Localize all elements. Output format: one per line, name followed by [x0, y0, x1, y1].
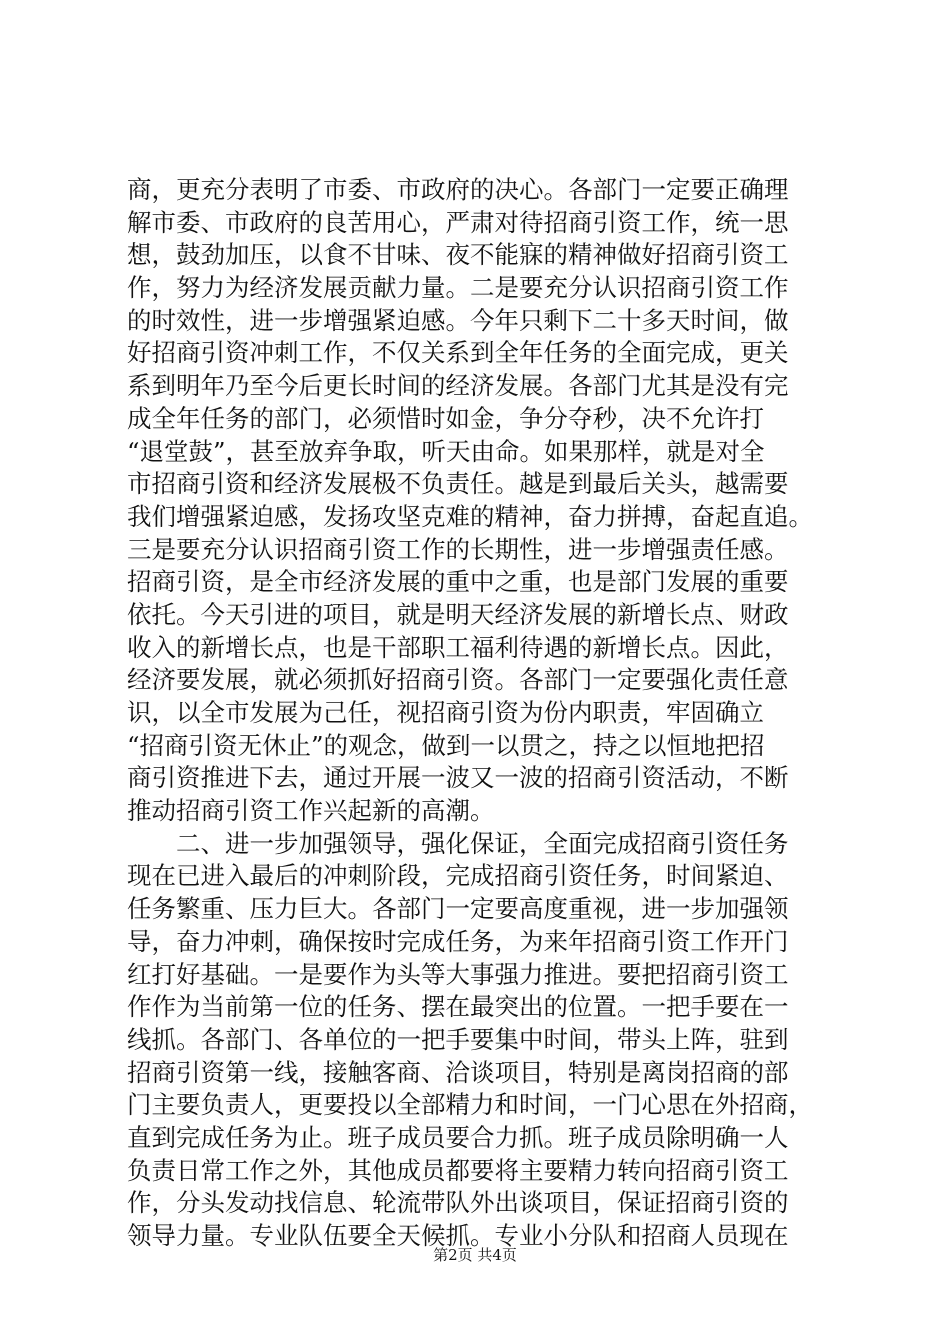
body-text [127, 174, 827, 1253]
text-line: 红打好基础。一是要作为头等大事强力推进。要把招商引资工 [127, 959, 789, 989]
text-line: 推动招商引资工作兴起新的高潮。 [127, 796, 495, 826]
page-footer: 第2页 共4页 [433, 1246, 517, 1264]
text-line: 负责日常工作之外，其他成员都要将主要精力转向招商引资工 [127, 1155, 789, 1185]
text-line: 现在已进入最后的冲刺阶段，完成招商引资任务，时间紧迫、 [127, 861, 789, 891]
text-line: 线抓。各部门、各单位的一把手要集中时间，带头上阵，驻到 [127, 1024, 789, 1054]
text-line: 识，以全市发展为己任，视招商引资为份内职责，牢固确立 [127, 698, 764, 727]
text-line: 商引资推进下去，通过开展一波又一波的招商引资活动，不断 [127, 763, 789, 793]
text-line: 成全年任务的部门，必须惜时如金，争分夺秒，决不允许打 [127, 403, 764, 433]
text-line: 作，努力为经济发展贡献力量。二是要充分认识招商引资工作 [127, 273, 789, 303]
text-line: 商，更充分表明了市委、市政府的决心。各部门一定要正确理 [127, 175, 789, 204]
text-line: 导，奋力冲刺，确保按时完成任务，为来年招商引资工作开门 [127, 926, 789, 956]
text-line: “退堂鼓”，甚至放弃争取，听天由命。如果那样，就是对全 [127, 436, 765, 466]
text-line: 领导力量。专业队伍要全天候抓。专业小分队和招商人员现在 [127, 1221, 789, 1250]
text-line: 的时效性，进一步增强紧迫感。今年只剩下二十多天时间，做 [127, 305, 789, 335]
text-line: 作，分头发动找信息、轮流带队外出谈项目，保证招商引资的 [127, 1188, 789, 1218]
text-line: 门主要负责人，更要投以全部精力和时间，一门心思在外招商， [127, 1090, 813, 1120]
text-line: 解市委、市政府的良苦用心，严肃对待招商引资工作，统一思 [127, 207, 789, 237]
text-line: 直到完成任务为止。班子成员要合力抓。班子成员除明确一人 [127, 1122, 789, 1152]
text-line: 依托。今天引进的项目，就是明天经济发展的新增长点、财政 [127, 599, 789, 629]
text-line: 系到明年乃至今后更长时间的经济发展。各部门尤其是没有完 [127, 371, 789, 401]
text-line: 想，鼓劲加压，以食不甘味、夜不能寐的精神做好招商引资工 [127, 240, 789, 270]
text-line: 经济要发展，就必须抓好招商引资。各部门一定要强化责任意 [127, 665, 789, 695]
text-line: 我们增强紧迫感，发扬攻坚克难的精神，奋力拼搏，奋起直追。 [127, 501, 813, 531]
text-line: 三是要充分认识招商引资工作的长期性，进一步增强责任感。 [127, 534, 789, 564]
text-line: “招商引资无休止”的观念，做到一以贯之，持之以恒地把招 [127, 730, 765, 760]
text-line: 作作为当前第一位的任务、摆在最突出的位置。一把手要在一 [127, 992, 789, 1022]
text-line: 好招商引资冲刺工作，不仅关系到全年任务的全面完成，更关 [127, 338, 789, 368]
text-line: 收入的新增长点，也是干部职工福利待遇的新增长点。因此， [127, 632, 789, 662]
text-line: 任务繁重、压力巨大。各部门一定要高度重视，进一步加强领 [127, 894, 789, 924]
text-line: 市招商引资和经济发展极不负责任。越是到最后关头，越需要 [127, 469, 789, 499]
text-line: 二、进一步加强领导，强化保证，全面完成招商引资任务 [127, 828, 789, 858]
text-line: 招商引资第一线，接触客商、洽谈项目，特别是离岗招商的部 [127, 1057, 789, 1087]
text-line: 招商引资，是全市经济发展的重中之重，也是部门发展的重要 [127, 567, 789, 597]
